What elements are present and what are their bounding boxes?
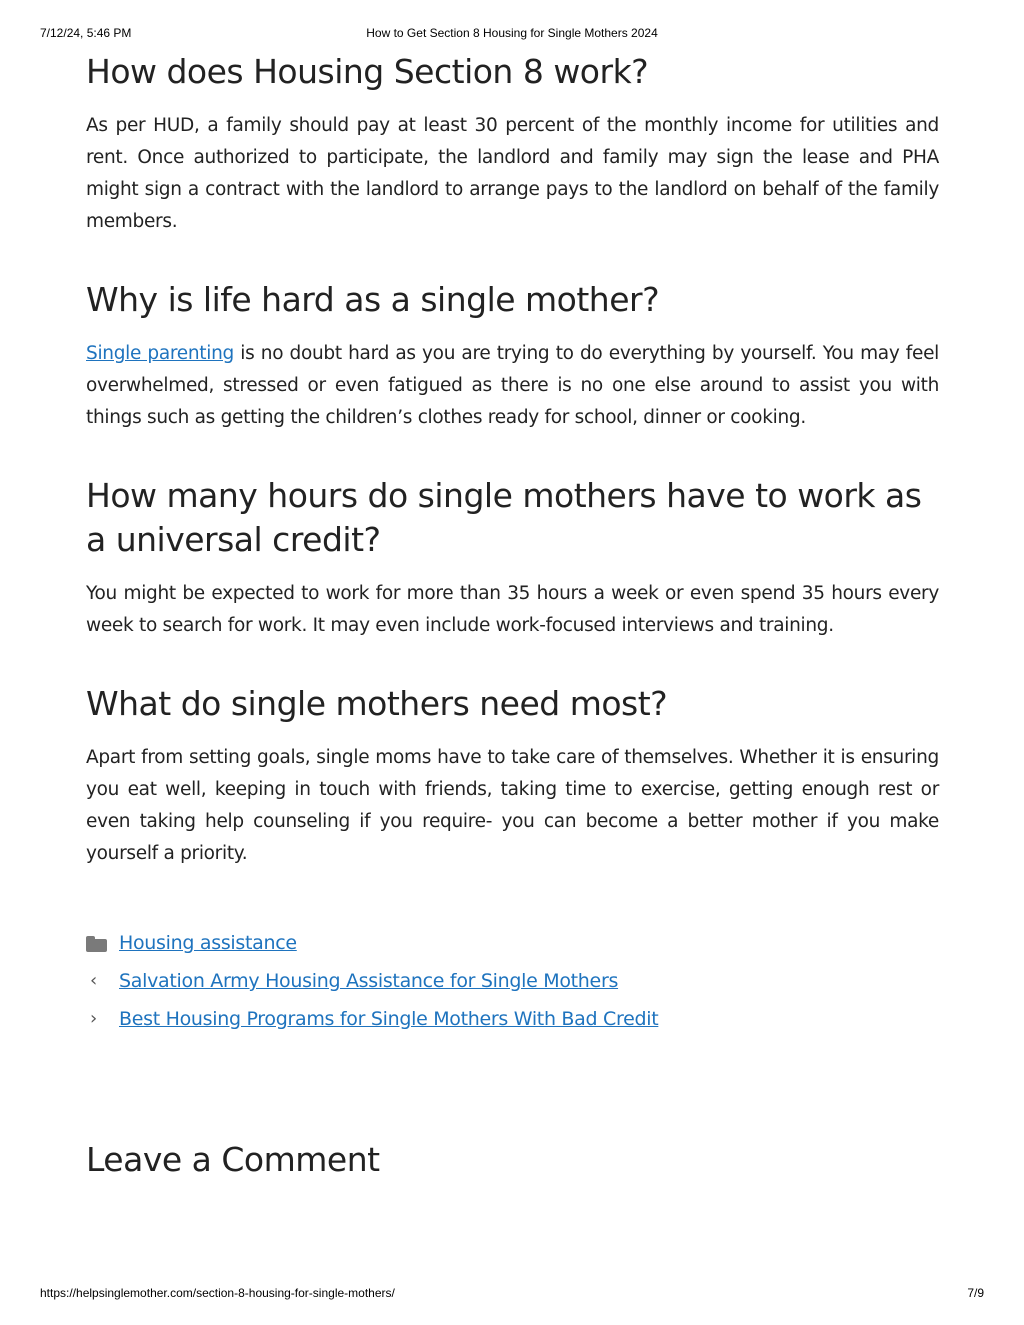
print-url: https://helpsinglemother.com/section-8-housing-for-single-mothers/ [40,1286,395,1300]
section-heading-hours-universal-credit: How many hours do single mothers have to work as a universal credit? [86,476,922,559]
print-title: How to Get Section 8 Housing for Single Mothers 2024 [366,26,658,40]
section-body-what-mothers-need: Apart from setting goals, single moms have to take care of themselves. Whether it is ensuring you eat well, keeping in touch with friends, taking time to exercise, getting enough rest or even taking help counseling if you require- you can become a better mother if you make yourself a priority. [86,747,939,864]
prev-post-link[interactable]: Salvation Army Housing Assistance for Single Mothers [119,970,619,992]
section-body-how-section-8-works: As per HUD, a family should pay at least 30 percent of the monthly income for utilities and rent. Once authorized to participate, the landlord and family may sign the lease and PHA might sign a contract with the landlord to arrange pays to the landlord on behalf of the family members. [86,115,939,232]
chevron-right-icon: › [90,1008,97,1029]
section-body-why-life-hard [86,338,939,434]
section-body-text: is no doubt hard as you are trying to do everything by yourself. You may feel overwhelmed, stressed or even fatigued as there is no one else around to assist you with things such as getting the children’s clothes ready for school, dinner or cooking. [86,343,940,428]
next-post-link[interactable]: Best Housing Programs for Single Mothers With Bad Credit [119,1008,659,1030]
section-body-hours-universal-credit: You might be expected to work for more than 35 hours a week or even spend 35 hours every week to search for work. It may even include work-focused interviews and training. [86,583,939,636]
post-meta [86,924,939,1038]
print-page-number: 7/9 [967,1286,984,1300]
print-footer [0,1286,1024,1302]
leave-comment-heading: Leave a Comment [86,1140,380,1179]
article-content [86,50,939,1182]
next-post-row [86,1000,939,1038]
print-header [0,26,1024,42]
print-datetime: 7/12/24, 5:46 PM [40,26,132,40]
prev-post-row [86,962,939,1000]
section-heading-why-life-hard: Why is life hard as a single mother? [86,280,660,319]
folder-icon [86,936,119,951]
category-link[interactable]: Housing assistance [119,932,297,954]
single-parenting-link[interactable]: Single parenting [86,343,234,364]
category-row [86,924,939,962]
chevron-left-icon: ‹ [90,970,97,991]
section-heading-what-mothers-need: What do single mothers need most? [86,684,668,723]
section-heading-how-section-8-works: How does Housing Section 8 work? [86,52,649,91]
